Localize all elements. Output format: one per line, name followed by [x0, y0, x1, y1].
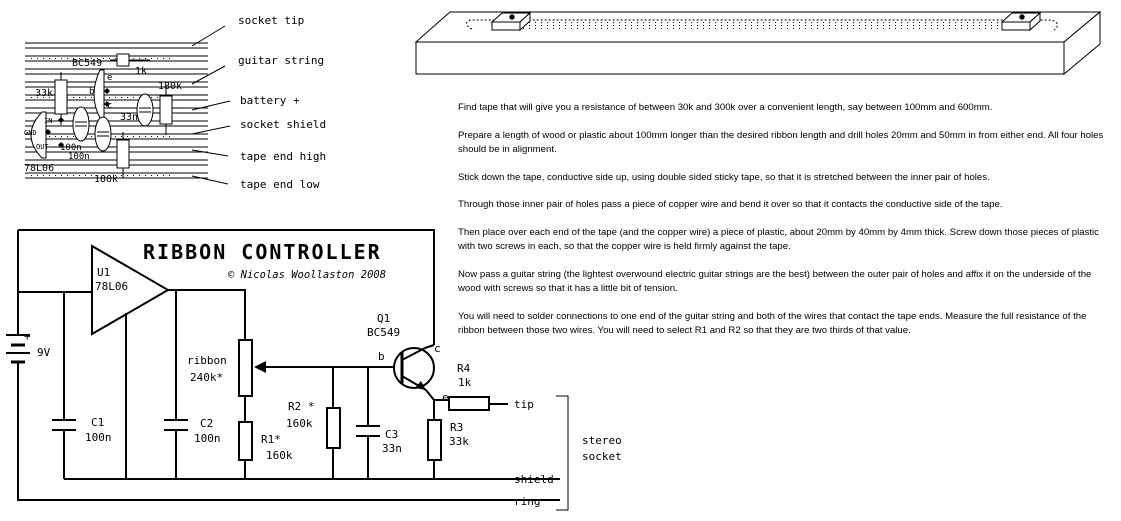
r4-value: 1k: [458, 376, 472, 389]
c3-body: [137, 94, 153, 126]
label-socket-tip: socket tip: [238, 14, 305, 27]
instruction-paragraph: Prepare a length of wood or plastic about 100mm longer than the desired ribbon length and drill holes 20mm and 50mm in from either end. All four holes should be in alignment.: [458, 129, 1104, 155]
r4-body-schematic: [449, 397, 489, 410]
screw: [510, 15, 514, 19]
clamp-left-front: [492, 22, 520, 30]
r2-value: 160k: [286, 417, 313, 430]
out-tip: tip: [514, 398, 534, 411]
socket-label-1: stereo: [582, 434, 622, 447]
ribbon-name: ribbon: [187, 354, 227, 367]
ribbon-value: 240k*: [190, 371, 224, 384]
board-labels: [238, 14, 326, 191]
schematic-copyright: © Nicolas Woollaston 2008: [228, 269, 387, 281]
board-q1: BC549: [72, 58, 103, 69]
c2-name: C2: [200, 417, 214, 430]
label-socket-shield: socket shield: [240, 118, 327, 131]
battery-plus: +: [24, 330, 31, 343]
instruction-paragraph: Then place over each end of the tape (and the copper wire) a piece of plastic, about 20mm by 40mm by 4mm thick. Screw down those pieces of plastic with two screws in each, so that the copper wire is held firmly against the tape.: [458, 226, 1099, 252]
battery-value: 9V: [37, 346, 51, 359]
r1-value: 160k: [266, 449, 293, 462]
r3-body-schematic: [428, 420, 441, 460]
r-ribbon-body: [160, 96, 172, 124]
r1-body: [239, 422, 252, 460]
c1-name: C1: [91, 416, 105, 429]
tape-strip: [520, 20, 1020, 30]
instructions-text: [458, 101, 1108, 352]
c1-value: 100n: [85, 431, 112, 444]
board-components: [31, 54, 172, 178]
r2-body: [327, 408, 340, 448]
board-c1: 100n: [60, 143, 82, 153]
board-r3: 33k: [35, 88, 54, 99]
board-pin-c: c: [107, 101, 113, 111]
ribbon-pot: [239, 340, 252, 396]
r3-name: R3: [450, 421, 464, 434]
screw: [1020, 15, 1024, 19]
c1-body: [73, 107, 89, 141]
board-reg: 78L06: [24, 163, 55, 174]
r1-name: R1*: [261, 433, 281, 446]
c2-value: 100n: [194, 432, 221, 445]
board-pin-gnd: GND: [24, 129, 37, 137]
board-r-low: 180k: [94, 174, 119, 185]
q1-c: c: [434, 342, 441, 355]
socket-label-2: socket: [582, 450, 622, 463]
c3-name: C3: [385, 428, 399, 441]
q1-b: b: [378, 350, 385, 363]
label-guitar-string: guitar string: [238, 54, 325, 67]
schematic-title: RIBBON CONTROLLER: [143, 240, 382, 264]
board-pin-e: e: [107, 73, 113, 83]
out-shield: shield: [514, 473, 554, 486]
instruction-paragraph: Stick down the tape, conductive side up, using double sided sticky tape, so that it is stretched between the inner pair of holes.: [458, 171, 990, 183]
label-tape-end-high: tape end high: [240, 150, 327, 163]
board-pin-in: IN: [44, 117, 53, 125]
c3-value: 33n: [382, 442, 402, 455]
board-r4: 1k: [135, 66, 148, 77]
q1-value: BC549: [367, 326, 401, 339]
clamp-right-front: [1002, 22, 1030, 30]
label-battery-plus: battery +: [240, 94, 300, 107]
wood-front: [416, 42, 1064, 74]
instruction-paragraph: Find tape that will give you a resistance of between 30k and 300k over a convenient length, say between 100mm and 600mm.: [458, 102, 993, 113]
stripboard-layout: [25, 26, 230, 184]
board-r-ribbon: 180k: [158, 81, 183, 92]
q1-e: e: [442, 391, 449, 404]
board-c2: 100n: [68, 152, 90, 162]
r-low-body: [117, 140, 129, 168]
out-ring: ring: [514, 495, 541, 508]
u1-value: 78L06: [95, 280, 129, 293]
instruction-paragraph: You will need to solder connections to one end of the guitar string and both of the wires that contact the tape ends. Measure the full resistance of the ribbon between those two wires. You will need to select R1 and R2 so that they are two thirds of that value.: [458, 310, 1087, 336]
board-pin-b: b: [89, 87, 95, 97]
c2-body: [95, 117, 111, 151]
r4-name: R4: [457, 362, 471, 375]
ribbon-illustration: [416, 12, 1100, 74]
instruction-paragraph: Through those inner pair of holes pass a piece of copper wire and bend it over so that it contacts the conductive side of the tape.: [458, 199, 1003, 210]
board-pin-out: OUT: [36, 143, 49, 151]
r3-body: [55, 80, 67, 114]
r3-value: 33k: [449, 435, 469, 448]
r2-name: R2 *: [288, 400, 315, 413]
q1-name: Q1: [377, 312, 391, 325]
u1-name: U1: [97, 266, 111, 279]
board-c3: 33n: [120, 112, 139, 123]
r4-body: [117, 54, 129, 66]
instruction-paragraph: Now pass a guitar string (the lightest overwound electric guitar strings are the best) between the outer pair of holes and affix it on the underside of the wood with screws so that it has a little bit of tension.: [458, 268, 1092, 294]
label-tape-end-low: tape end low: [240, 178, 320, 191]
